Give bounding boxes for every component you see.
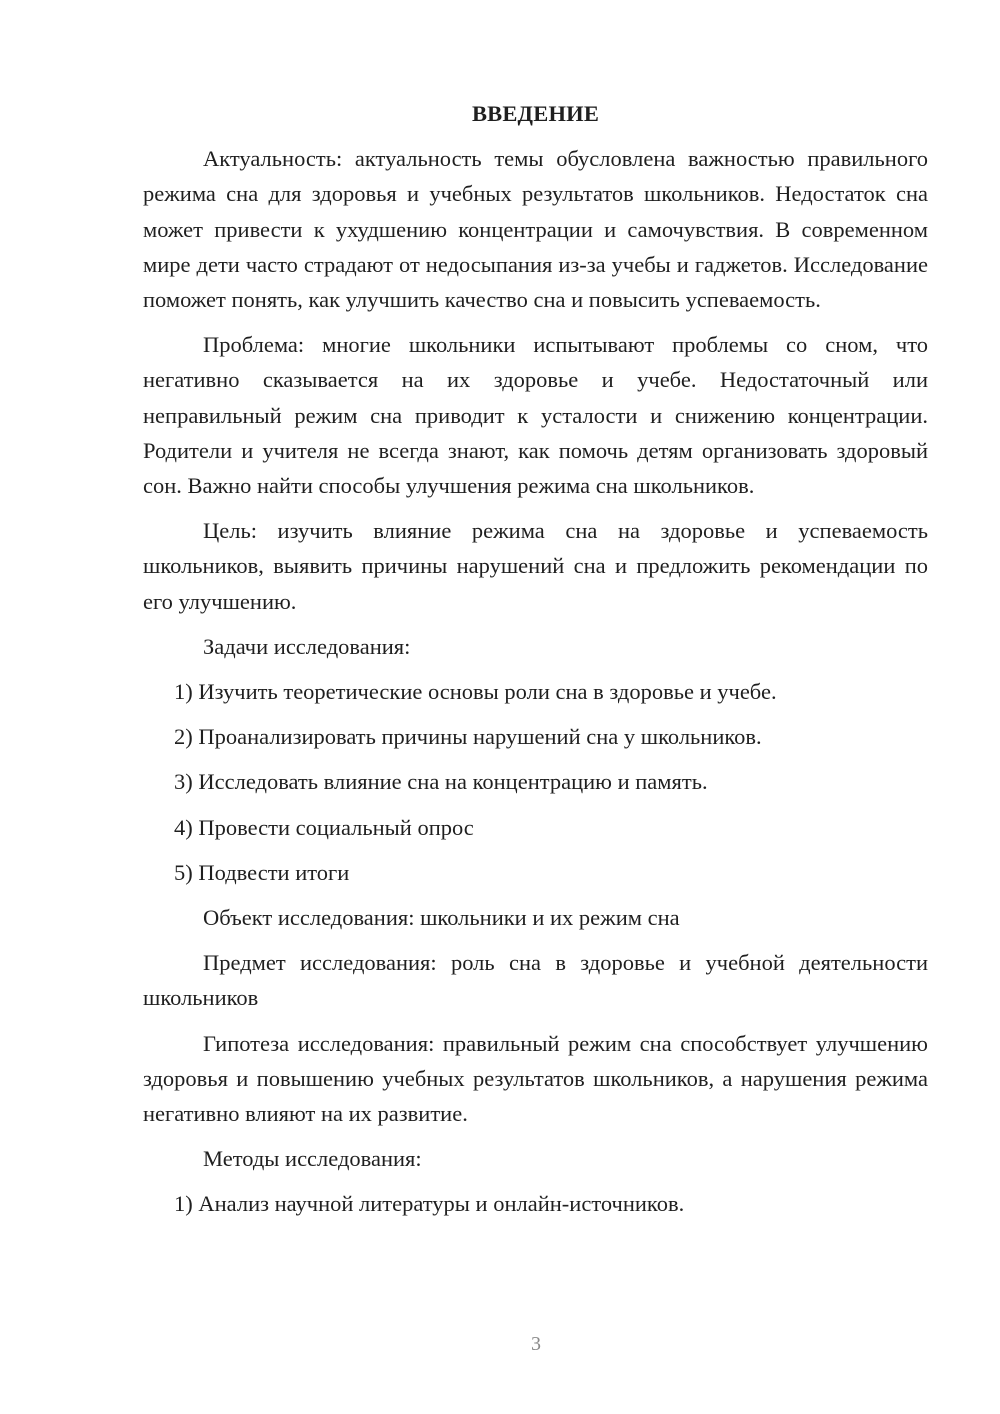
relevance-paragraph: Актуальность: актуальность темы обусловлена важностью правильного режима сна для здоровья и учебных результатов школьников. Недостаток сна может привести к ухудшению концентрации и самочувствия. В современном мире дети часто страдают от недосыпания из-за учебы и гаджетов. Исследование поможет понять, как улучшить качество сна и повысить успеваемость. [143,146,928,313]
methods-heading: Методы исследования: [203,1146,422,1172]
task-item-4: 4) Провести социальный опрос [174,814,474,840]
task-item-3: 3) Исследовать влияние сна на концентрацию и память. [174,769,708,795]
research-object: Объект исследования: школьники и их режим сна [203,905,680,931]
section-title: ВВЕДЕНИЕ [471,101,600,126]
page-number: 3 [531,1333,541,1355]
task-item-5: 5) Подвести итоги [174,859,350,885]
problem-paragraph: Проблема: многие школьники испытывают проблемы со сном, что негативно сказывается на их здоровье и учебе. Недостаточный или неправильный режим сна приводит к усталости и снижению концентрации. Родители и учителя не всегда знают, как помочь детям организовать здоровый сон. Важно найти способы улучшения режима сна школьников. [143,332,928,499]
task-item-2: 2) Проанализировать причины нарушений сна у школьников. [174,724,762,750]
page-content [143,96,928,1232]
research-subject: Предмет исследования: роль сна в здоровье и учебной деятельности школьников [143,950,928,1011]
goal-paragraph: Цель: изучить влияние режима сна на здоровье и успеваемость школьников, выявить причины нарушений сна и предложить рекомендации по его улучшению. [143,518,928,614]
research-hypothesis: Гипотеза исследования: правильный режим сна способствует улучшению здоровья и повышению учебных результатов школьников, а нарушения режима негативно влияют на их развитие. [143,1030,928,1127]
task-item-1: 1) Изучить теоретические основы роли сна в здоровье и учебе. [174,679,777,705]
tasks-heading: Задачи исследования: [203,633,411,659]
method-item-1: 1) Анализ научной литературы и онлайн-источников. [174,1191,685,1217]
